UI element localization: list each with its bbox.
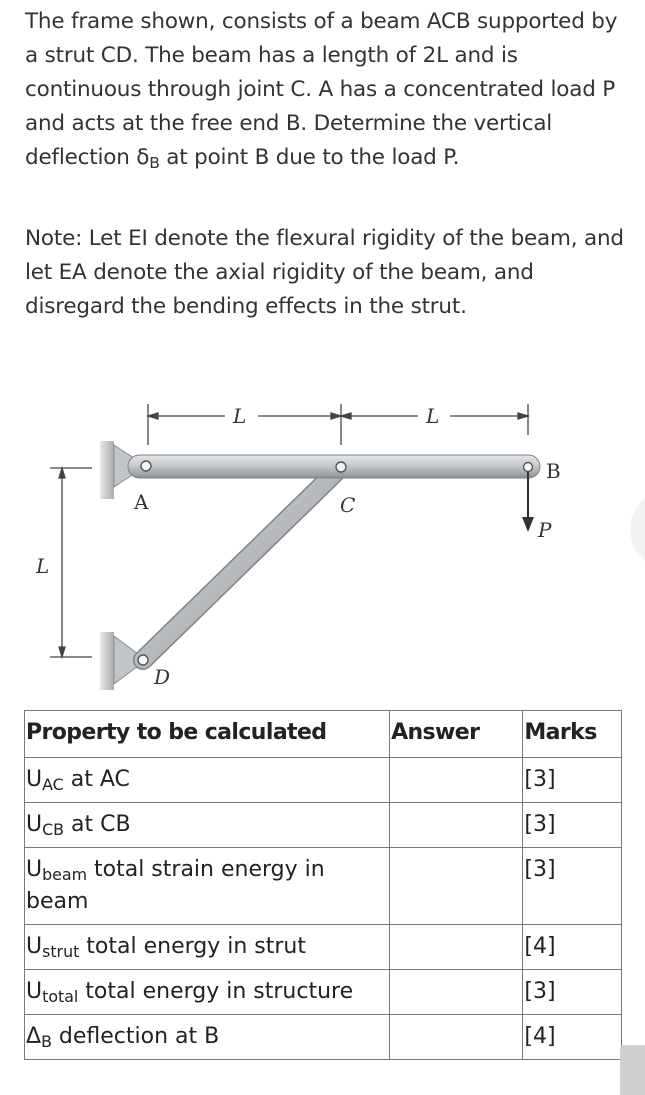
table-row — [25, 970, 622, 1015]
property-description: total energy in strut — [79, 934, 307, 959]
label-a: A — [134, 490, 149, 514]
marks-cell: [4] — [523, 925, 622, 970]
marks-cell: [3] — [523, 758, 622, 803]
answer-cell[interactable] — [390, 925, 523, 970]
table-row — [25, 803, 622, 848]
marks-cell: [3] — [523, 970, 622, 1015]
answer-cell[interactable] — [390, 758, 523, 803]
label-p: P — [538, 518, 552, 542]
pin-d-icon — [138, 655, 148, 665]
pin-a-icon — [141, 461, 151, 471]
property-cell — [25, 925, 390, 970]
answer-cell[interactable] — [390, 848, 523, 925]
property-symbol: U — [26, 812, 43, 837]
property-cell — [25, 803, 390, 848]
property-description: deflection at B — [51, 1024, 220, 1049]
load-arrow-icon — [522, 472, 534, 532]
problem-subscript: B — [149, 153, 160, 172]
property-subscript: strut — [42, 941, 80, 961]
table-header-row — [25, 711, 622, 758]
property-symbol: U — [26, 934, 43, 959]
property-cell — [25, 758, 390, 803]
problem-text-a: The frame shown, consists of a beam ACB supported by a strut CD. The beam has a length of 2L and is continuous through joint C. A has a concentrated load P and acts at the free end B. Determine the vertical deflection δ — [25, 9, 618, 170]
marks-cell: [3] — [523, 803, 622, 848]
table-row — [25, 1015, 622, 1060]
top-dimension — [148, 404, 528, 445]
property-subscript: total — [42, 986, 79, 1006]
header-marks: Marks — [523, 711, 622, 758]
property-subscript: AC — [42, 774, 64, 794]
edge-scroll-shadow — [630, 490, 645, 570]
beam-acb — [128, 455, 540, 478]
side-dimension — [50, 468, 92, 657]
problem-note: Note: Let EI denote the flexural rigidity of the beam, and let EA denote the axial rigidity of the beam, and disregard the bending effects in the strut. — [25, 226, 624, 319]
property-description: total strain energy in beam — [26, 857, 325, 914]
label-c: C — [340, 493, 356, 517]
property-subscript: beam — [42, 864, 88, 884]
property-subscript: CB — [42, 819, 65, 839]
problem-text-b: at point B due to the load P. — [159, 145, 460, 170]
header-answer: Answer — [390, 711, 523, 758]
frame-diagram — [0, 395, 600, 700]
marks-cell: [4] — [523, 1015, 622, 1060]
dim-label-left: L — [233, 404, 247, 428]
property-symbol: U — [26, 767, 43, 792]
label-d: D — [154, 665, 171, 689]
dim-label-side: L — [36, 554, 50, 578]
property-subscript: B — [41, 1031, 52, 1051]
property-cell — [25, 1015, 390, 1060]
answer-cell[interactable] — [390, 803, 523, 848]
end-b-icon — [524, 463, 533, 472]
property-symbol: U — [26, 979, 43, 1004]
table-row — [25, 925, 622, 970]
strut-cd — [143, 467, 341, 660]
label-b: B — [546, 459, 561, 483]
table-row — [25, 848, 622, 925]
answer-cell[interactable] — [390, 970, 523, 1015]
property-description: at AC — [63, 767, 130, 792]
scroll-top-button[interactable] — [620, 1045, 645, 1095]
property-symbol: U — [26, 857, 43, 882]
property-symbol: Δ — [26, 1024, 42, 1049]
problem-statement — [25, 5, 625, 175]
answer-cell[interactable] — [390, 1015, 523, 1060]
property-description: at CB — [64, 812, 131, 837]
header-property: Property to be calculated — [25, 711, 390, 758]
property-description: total energy in structure — [78, 979, 354, 1004]
dim-label-right: L — [426, 404, 440, 428]
property-cell — [25, 848, 390, 925]
marks-cell: [3] — [523, 848, 622, 925]
table-row — [25, 758, 622, 803]
property-cell — [25, 970, 390, 1015]
pin-c-icon — [336, 462, 346, 472]
calculation-table — [24, 710, 622, 1060]
